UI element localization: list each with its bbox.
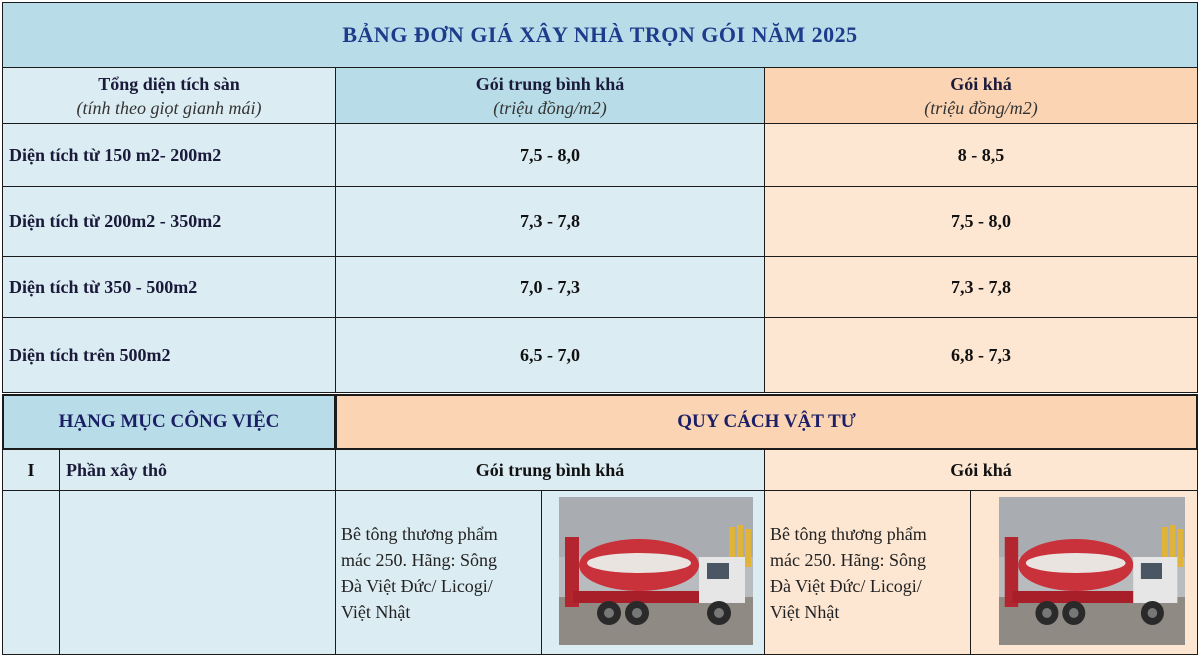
pkg1-header-label: Gói trung bình khá — [475, 73, 625, 94]
sub-index: I — [2, 449, 60, 491]
pkg2-material-line: mác 250. Hãng: Sông — [770, 550, 926, 570]
area-header-label: Tổng diện tích sàn — [98, 73, 240, 94]
pkg2-header — [764, 67, 1198, 124]
material-index-cell — [2, 490, 60, 655]
pkg1-material-line: Đà Việt Đức/ Licogi/ — [341, 576, 493, 596]
pkg2-material-text — [764, 490, 971, 655]
pkg1-material-line: mác 250. Hãng: Sông — [341, 550, 497, 570]
concrete-mixer-truck-photo — [999, 497, 1185, 645]
pkg1-material-line: Bê tông thương phẩm — [341, 524, 498, 544]
area-header-note: (tính theo giọt gianh mái) — [76, 97, 262, 118]
pkg2-header-unit: (triệu đồng/m2) — [924, 97, 1038, 118]
truck-illustration — [999, 497, 1185, 645]
pkg1-photo-cell — [541, 490, 765, 655]
row-3-pkg2: 7,3 - 7,8 — [764, 256, 1198, 318]
row-4-pkg1: 6,5 - 7,0 — [335, 317, 765, 393]
area-header — [2, 67, 336, 124]
pkg1-header — [335, 67, 765, 124]
row-4-label: Diện tích trên 500m2 — [2, 317, 336, 393]
row-2-label: Diện tích từ 200m2 - 350m2 — [2, 186, 336, 257]
section-materials: QUY CÁCH VẬT TƯ — [335, 394, 1198, 450]
pkg1-material-text — [335, 490, 542, 655]
row-2-pkg2: 7,5 - 8,0 — [764, 186, 1198, 257]
pkg1-header-unit: (triệu đồng/m2) — [493, 97, 607, 118]
material-item-cell — [59, 490, 336, 655]
pkg2-material-line: Việt Nhật — [770, 602, 840, 622]
row-1-pkg1: 7,5 - 8,0 — [335, 123, 765, 187]
pkg1-material-line: Việt Nhật — [341, 602, 411, 622]
row-1-pkg2: 8 - 8,5 — [764, 123, 1198, 187]
sub-pkg2: Gói khá — [764, 449, 1198, 491]
row-4-pkg2: 6,8 - 7,3 — [764, 317, 1198, 393]
row-3-label: Diện tích từ 350 - 500m2 — [2, 256, 336, 318]
sub-item: Phần xây thô — [59, 449, 336, 491]
pkg2-header-label: Gói khá — [950, 73, 1012, 94]
section-work-items: HẠNG MỤC CÔNG VIỆC — [2, 394, 336, 450]
pkg2-material-line: Đà Việt Đức/ Licogi/ — [770, 576, 922, 596]
table-title: BẢNG ĐƠN GIÁ XÂY NHÀ TRỌN GÓI NĂM 2025 — [2, 2, 1198, 68]
row-1-label: Diện tích từ 150 m2- 200m2 — [2, 123, 336, 187]
truck-illustration — [559, 497, 753, 645]
row-3-pkg1: 7,0 - 7,3 — [335, 256, 765, 318]
row-2-pkg1: 7,3 - 7,8 — [335, 186, 765, 257]
sub-pkg1: Gói trung bình khá — [335, 449, 765, 491]
pkg2-material-line: Bê tông thương phẩm — [770, 524, 927, 544]
pkg2-photo-cell — [970, 490, 1198, 655]
concrete-mixer-truck-photo — [559, 497, 753, 645]
